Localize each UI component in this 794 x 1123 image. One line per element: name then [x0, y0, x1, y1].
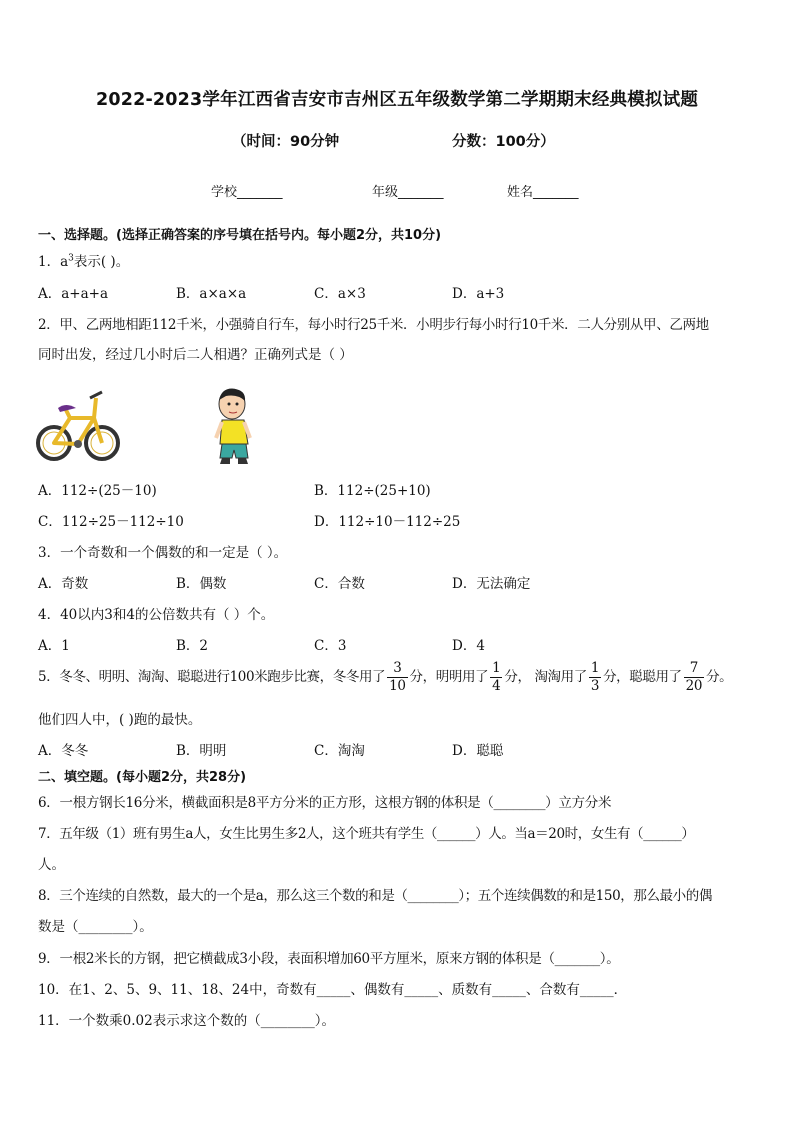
fraction: [589, 660, 601, 695]
section-heading: 二、填空题。(每小题2分，共28分): [38, 770, 247, 785]
option-d: D．a+3: [452, 286, 505, 302]
numerator: 3: [393, 660, 402, 676]
fraction: [387, 660, 407, 695]
fraction: [490, 660, 502, 695]
numerator: 1: [492, 660, 501, 676]
question-3: 3．一个奇数和一个偶数的和一定是（ ）。: [38, 545, 288, 561]
question-7-line-2: 人。: [38, 857, 65, 873]
section-heading: 一、选择题。(选择正确答案的序号填在括号内。每小题2分，共10分): [38, 228, 442, 243]
question-8-line-1: 8．三个连续的自然数，最大的一个是a，那么这三个数的和是（________）；五个连续偶数的和是150，那么最小的偶: [38, 888, 712, 904]
denominator: 10: [389, 678, 406, 694]
option-c: C．合数: [314, 576, 365, 592]
school-field: 学校_______: [211, 185, 283, 200]
option-b: B．112÷(25+10): [314, 483, 431, 499]
question-text: 表示( )。: [73, 254, 130, 270]
question-2-line-2: 同时出发，经过几小时后二人相遇？正确列式是（ ）: [38, 347, 353, 363]
option-a: A．奇数: [38, 576, 89, 592]
numerator: 1: [590, 660, 600, 676]
option-b: B．2: [176, 638, 209, 654]
question-4: 4．40以内3和4的公倍数共有（ ）个。: [38, 607, 275, 623]
bicycle-image: [36, 388, 122, 468]
option-a: A．112÷(25－10): [38, 483, 157, 499]
exponent: 3: [68, 253, 74, 264]
question-text: 1．a: [38, 254, 69, 270]
exam-score: 分数：100分）: [452, 134, 555, 150]
question-11: 11．一个数乘0.02表示求这个数的（________）。: [38, 1013, 335, 1029]
option-c: C．淘淘: [314, 743, 365, 759]
option-d: D．聪聪: [452, 743, 504, 759]
numerator: 7: [689, 660, 698, 676]
option-a: A．1: [38, 638, 70, 654]
option-c: C．112÷25－112÷10: [38, 514, 184, 530]
question-text: 分，明明用了: [409, 669, 489, 685]
option-a: A．a+a+a: [38, 286, 109, 302]
denominator: 3: [590, 678, 600, 694]
page-title: 2022-2023学年江西省吉安市吉州区五年级数学第二学期期末经典模拟试题: [95, 90, 699, 110]
option-c: C．a×3: [314, 286, 366, 302]
question-8-line-2: 数是（________）。: [38, 919, 153, 935]
grade-field: 年级_______: [372, 185, 444, 200]
question-5-line-1: [38, 660, 732, 695]
option-b: B．明明: [176, 743, 227, 759]
denominator: 4: [492, 678, 501, 694]
question-2-line-1: 2．甲、乙两地相距112千米，小强骑自行车，每小时行25千米．小明步行每小时行10千米．二人分别从甲、乙两地: [38, 317, 709, 333]
option-b: B．偶数: [176, 576, 227, 592]
question-text: 分。: [706, 669, 733, 685]
option-c: C．3: [314, 638, 347, 654]
fraction: [684, 660, 704, 695]
question-5-line-2: 他们四人中，( )跑的最快。: [38, 712, 202, 728]
question-text: 分，聪聪用了: [603, 669, 682, 685]
exam-time: （时间：90分钟: [232, 134, 340, 150]
question-6: 6．一根方钢长16分米，横截面积是8平方分米的正方形，这根方钢的体积是（________）立方分米: [38, 795, 612, 811]
option-d: D．4: [452, 638, 485, 654]
boy-image: [212, 386, 260, 466]
question-text: 分， 淘淘用了: [504, 669, 587, 685]
option-d: D．112÷10－112÷25: [314, 514, 461, 530]
question-1: [38, 250, 129, 270]
question-10: 10．在1、2、5、9、11、18、24中，奇数有_____、偶数有_____、质数有_____、合数有_____．: [38, 982, 628, 998]
question-text: 5．冬冬、明明、淘淘、聪聪进行100米跑步比赛，冬冬用了: [38, 669, 386, 685]
option-b: B．a×a×a: [176, 286, 247, 302]
question-7-line-1: 7．五年级（1）班有男生a人，女生比男生多2人，这个班共有学生（______）人。当a＝20时，女生有（______）: [38, 826, 695, 842]
question-9: 9．一根2米长的方钢，把它横截成3小段，表面积增加60平方厘米，原来方钢的体积是（_______）。: [38, 951, 620, 967]
denominator: 20: [685, 678, 703, 694]
name-field: 姓名_______: [507, 185, 579, 200]
option-d: D．无法确定: [452, 576, 531, 592]
option-a: A．冬冬: [38, 743, 89, 759]
